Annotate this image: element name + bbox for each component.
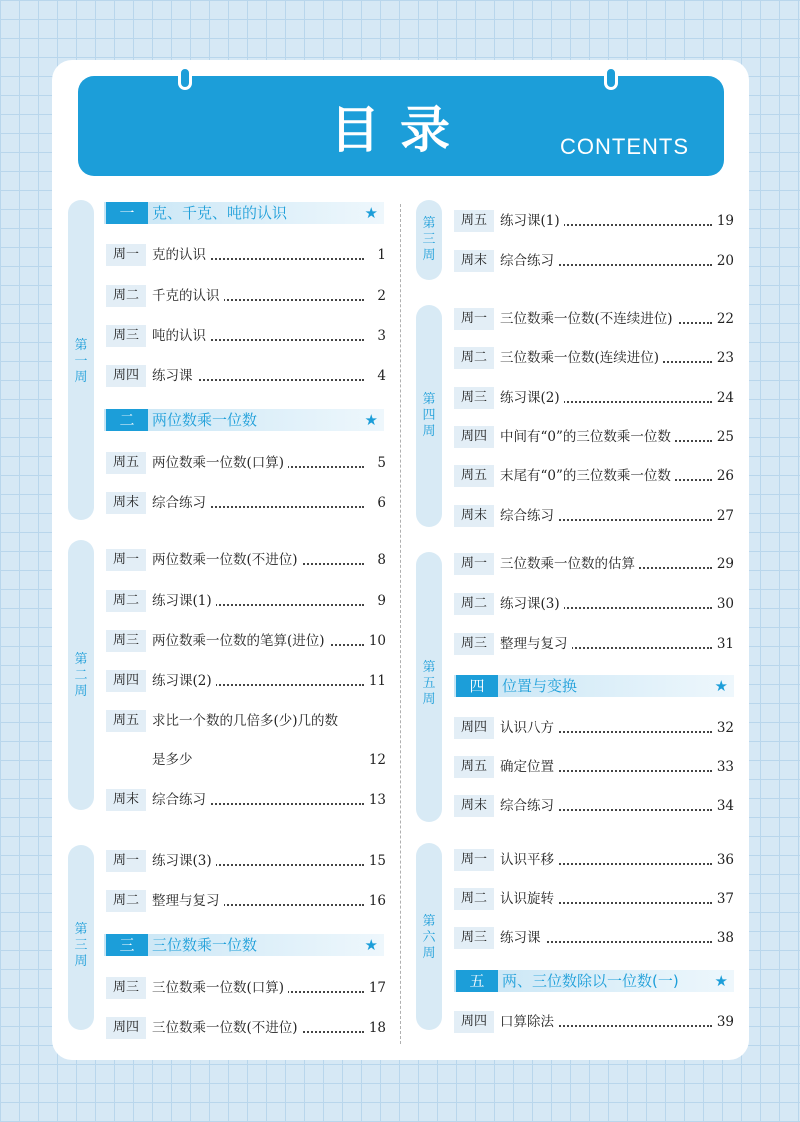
week-3-label: 第三周 [74, 922, 88, 969]
week-5-label: 第五周 [422, 660, 436, 707]
entry-title: 求比一个数的几倍多(少)几的数 [152, 709, 342, 733]
entry-title: 口算除法 [500, 1010, 558, 1034]
page-title: 目录 [330, 101, 470, 159]
entry-title: 确定位置 [500, 755, 558, 779]
unit-4-header[interactable] [454, 675, 734, 697]
page-number: 10 [368, 633, 386, 649]
unit-1-header[interactable] [104, 202, 384, 224]
day-label: 周五 [106, 710, 146, 732]
entry-title: 综合练习 [500, 504, 558, 528]
toc-entry[interactable] [106, 976, 386, 1000]
day-label: 周二 [454, 593, 494, 615]
entry-title: 练习课 [500, 926, 545, 950]
day-label: 周二 [454, 347, 494, 369]
day-label: 周三 [454, 387, 494, 409]
page-number: 5 [377, 455, 386, 471]
toc-entry[interactable] [106, 889, 386, 913]
day-label: 周三 [454, 633, 494, 655]
entry-title: 末尾有“0”的三位数乘一位数 [500, 464, 675, 488]
entry-title: 认识平移 [500, 848, 558, 872]
day-label: 周一 [106, 549, 146, 571]
toc-entry[interactable] [106, 324, 386, 348]
page-number: 27 [716, 508, 734, 524]
unit-2-header[interactable] [104, 409, 384, 431]
page-number: 31 [716, 636, 734, 652]
day-label: 周五 [454, 756, 494, 778]
toc-entry[interactable] [454, 848, 734, 872]
day-label: 周四 [106, 365, 146, 387]
entry-title: 整理与复习 [500, 632, 572, 656]
toc-entry[interactable] [106, 491, 386, 515]
day-label: 周四 [454, 426, 494, 448]
toc-entry[interactable] [454, 425, 734, 449]
entry-title: 三位数乘一位数(口算) [152, 976, 288, 1000]
day-label: 周末 [454, 795, 494, 817]
unit-title: 三位数乘一位数 [152, 936, 258, 954]
entry-title: 三位数乘一位数的估算 [500, 552, 639, 576]
entry-title: 练习课(1) [500, 209, 564, 233]
unit-5-header[interactable] [454, 970, 734, 992]
toc-entry[interactable] [454, 926, 734, 950]
entry-title: 克的认识 [152, 243, 210, 267]
page-number: 17 [368, 980, 386, 996]
toc-entry[interactable] [454, 346, 734, 370]
page-number: 11 [368, 673, 386, 689]
day-label: 周一 [454, 308, 494, 330]
entry-title: 两位数乘一位数(口算) [152, 451, 288, 475]
page-number: 19 [716, 213, 734, 229]
page-number: 29 [716, 556, 734, 572]
unit-title: 两位数乘一位数 [152, 411, 258, 429]
toc-entry[interactable] [454, 887, 734, 911]
day-label: 周一 [454, 553, 494, 575]
star-icon: ★ [364, 411, 378, 429]
toc-entry[interactable] [454, 755, 734, 779]
entry-title: 两位数乘一位数(不进位) [152, 548, 302, 572]
entry-title: 练习课(2) [500, 386, 564, 410]
page-number: 2 [377, 288, 386, 304]
day-label: 周三 [106, 977, 146, 999]
entry-title: 认识旋转 [500, 887, 558, 911]
toc-entry[interactable] [106, 748, 386, 772]
page-number: 18 [368, 1020, 386, 1036]
day-label: 周末 [106, 492, 146, 514]
unit-3-header[interactable] [104, 934, 384, 956]
page-number: 30 [716, 596, 734, 612]
entry-title: 是多少 [152, 748, 197, 772]
star-icon: ★ [364, 204, 378, 222]
page-number: 32 [716, 720, 734, 736]
page-number: 23 [716, 350, 734, 366]
entry-title: 练习课(2) [152, 669, 216, 693]
page-number: 39 [716, 1014, 734, 1030]
page-number: 22 [716, 311, 734, 327]
page-number: 26 [716, 468, 734, 484]
day-label: 周三 [106, 325, 146, 347]
week-6-label: 第六周 [422, 914, 436, 961]
page-number: 33 [716, 759, 734, 775]
day-label: 周一 [106, 850, 146, 872]
entry-title: 综合练习 [152, 491, 210, 515]
entry-title: 认识八方 [500, 716, 558, 740]
page-number: 24 [716, 390, 734, 406]
unit-number: 一 [106, 202, 148, 224]
entry-title: 综合练习 [500, 794, 558, 818]
star-icon: ★ [714, 972, 728, 990]
page-number: 36 [716, 852, 734, 868]
toc-entry[interactable] [454, 504, 734, 528]
binder-ring-right [604, 66, 618, 90]
page-number: 38 [716, 930, 734, 946]
entry-title: 两位数乘一位数的笔算(进位) [152, 629, 329, 653]
binder-ring-left [178, 66, 192, 90]
day-label: 周四 [454, 717, 494, 739]
week-4-label: 第四周 [422, 392, 436, 439]
page-subtitle: CONTENTS [560, 134, 689, 159]
toc-entry[interactable] [454, 249, 734, 273]
star-icon: ★ [714, 677, 728, 695]
day-label: 周二 [106, 590, 146, 612]
entry-title: 三位数乘一位数(不进位) [152, 1016, 302, 1040]
toc-entry[interactable] [454, 307, 734, 331]
day-label: 周四 [454, 1011, 494, 1033]
toc-entry[interactable] [106, 849, 386, 873]
page-number: 13 [368, 792, 386, 808]
entry-title: 练习课(1) [152, 589, 216, 613]
day-label: 周一 [106, 244, 146, 266]
day-label: 周二 [106, 285, 146, 307]
entry-title: 练习课 [152, 364, 197, 388]
page-number: 9 [377, 593, 386, 609]
toc-entry[interactable] [106, 243, 386, 267]
entry-title: 练习课(3) [500, 592, 564, 616]
page-number: 3 [377, 328, 386, 344]
unit-number: 二 [106, 409, 148, 431]
unit-title: 两、三位数除以一位数(一) [502, 972, 679, 990]
page-number: 12 [368, 752, 386, 768]
unit-number: 三 [106, 934, 148, 956]
toc-entry[interactable] [454, 716, 734, 740]
page-number: 37 [716, 891, 734, 907]
column-divider [400, 204, 401, 1044]
toc-entry[interactable] [106, 788, 386, 812]
toc-entry[interactable] [454, 386, 734, 410]
unit-title: 克、千克、吨的认识 [152, 204, 288, 222]
toc-entry[interactable] [106, 364, 386, 388]
star-icon: ★ [364, 936, 378, 954]
toc-entry[interactable] [106, 1016, 386, 1040]
day-label: 周末 [454, 250, 494, 272]
toc-entry[interactable] [454, 464, 734, 488]
entry-title: 综合练习 [152, 788, 210, 812]
day-label: 周四 [106, 670, 146, 692]
week-1-label: 第一周 [74, 338, 88, 385]
page-number: 8 [377, 552, 386, 568]
toc-entry[interactable] [106, 548, 386, 572]
day-label: 周五 [454, 465, 494, 487]
page-number: 34 [716, 798, 734, 814]
entry-title: 中间有“0”的三位数乘一位数 [500, 425, 675, 449]
page-number: 15 [368, 853, 386, 869]
entry-title: 吨的认识 [152, 324, 210, 348]
unit-number: 四 [456, 675, 498, 697]
toc-entry[interactable] [454, 632, 734, 656]
day-label: 周一 [454, 849, 494, 871]
entry-title: 千克的认识 [152, 284, 224, 308]
page-number: 20 [716, 253, 734, 269]
entry-title: 三位数乘一位数(不连续进位) [500, 307, 677, 331]
day-label: 周末 [454, 505, 494, 527]
page-number: 4 [377, 368, 386, 384]
toc-entry[interactable] [106, 589, 386, 613]
day-label: 周二 [454, 888, 494, 910]
toc-entry[interactable] [106, 669, 386, 693]
day-label: 周二 [106, 890, 146, 912]
page-number: 1 [377, 247, 386, 263]
toc-entry[interactable] [454, 1010, 734, 1034]
day-label: 周三 [106, 630, 146, 652]
entry-title: 整理与复习 [152, 889, 224, 913]
toc-entry[interactable] [454, 794, 734, 818]
toc-entry[interactable] [454, 592, 734, 616]
toc-entry[interactable] [454, 209, 734, 233]
toc-entry[interactable] [106, 284, 386, 308]
toc-entry[interactable] [106, 629, 386, 653]
entry-title: 三位数乘一位数(连续进位) [500, 346, 663, 370]
toc-entry[interactable] [454, 552, 734, 576]
entry-title: 综合练习 [500, 249, 558, 273]
day-label: 周五 [106, 452, 146, 474]
page-number: 16 [368, 893, 386, 909]
page-number: 6 [377, 495, 386, 511]
day-label: 周四 [106, 1017, 146, 1039]
page-number: 25 [716, 429, 734, 445]
week-2-label: 第二周 [74, 652, 88, 699]
toc-entry[interactable] [106, 709, 386, 733]
unit-number: 五 [456, 970, 498, 992]
day-label: 周五 [454, 210, 494, 232]
day-label: 周三 [454, 927, 494, 949]
day-label: 周末 [106, 789, 146, 811]
week-3-cont-label: 第三周 [422, 216, 436, 263]
toc-entry[interactable] [106, 451, 386, 475]
unit-title: 位置与变换 [502, 677, 578, 695]
entry-title: 练习课(3) [152, 849, 216, 873]
